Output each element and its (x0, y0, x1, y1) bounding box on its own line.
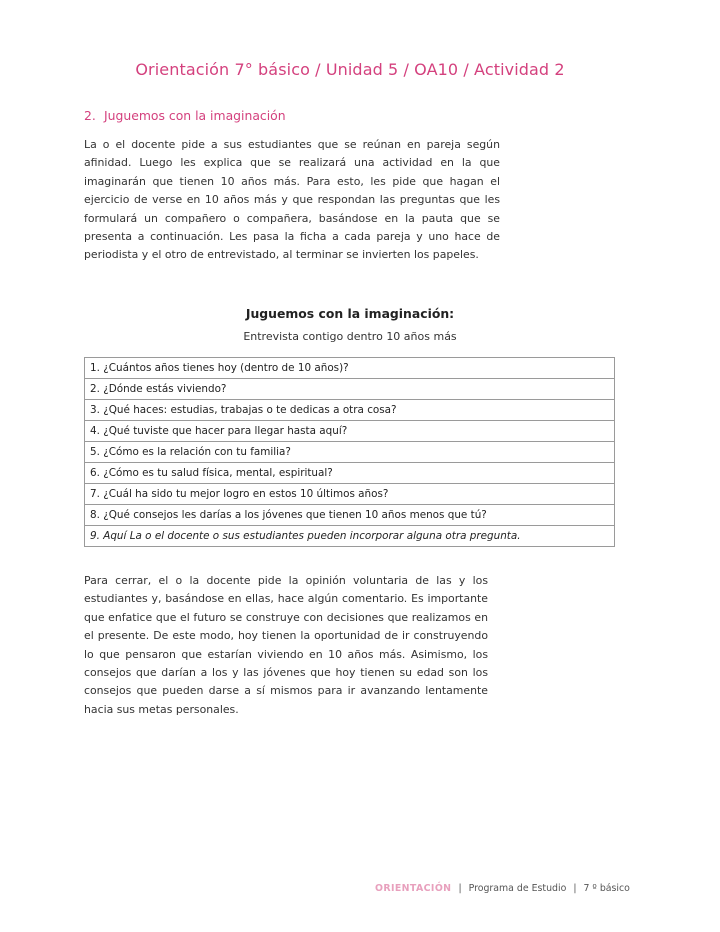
question-cell: 9. Aquí La o el docente o sus estudiantes pueden incorporar alguna otra pregunta. (85, 526, 615, 547)
footer-grade: 7 º básico (583, 883, 630, 894)
table-row (85, 400, 615, 421)
table-row (85, 421, 615, 442)
question-cell: 8. ¿Qué consejos les darías a los jóvenes que tienen 10 años menos que tú? (85, 505, 615, 526)
questions-table (84, 357, 615, 547)
table-row (85, 505, 615, 526)
table-row (85, 442, 615, 463)
worksheet-title: Juguemos con la imaginación: (245, 306, 455, 321)
question-cell: 5. ¿Cómo es la relación con tu familia? (85, 442, 615, 463)
question-cell: 6. ¿Cómo es tu salud física, mental, espiritual? (85, 463, 615, 484)
footer-program: Programa de Estudio (468, 883, 567, 894)
footer-brand: ORIENTACIÓN (375, 883, 452, 894)
section-heading (84, 108, 286, 123)
question-cell: 4. ¿Qué tuviste que hacer para llegar hasta aquí? (85, 421, 615, 442)
table-row (85, 358, 615, 379)
table-row (85, 463, 615, 484)
question-cell: 3. ¿Qué haces: estudias, trabajas o te dedicas a otra cosa? (85, 400, 615, 421)
worksheet-subtitle: Entrevista contigo dentro 10 años más (243, 330, 457, 343)
table-row (85, 379, 615, 400)
footer-separator: | (573, 883, 577, 894)
question-cell: 1. ¿Cuántos años tienes hoy (dentro de 10 años)? (85, 358, 615, 379)
section-heading-text: Juguemos con la imaginación (104, 108, 286, 123)
question-cell: 7. ¿Cuál ha sido tu mejor logro en estos 10 últimos años? (85, 484, 615, 505)
intro-paragraph: La o el docente pide a sus estudiantes que se reúnan en pareja según afinidad. Luego les explica que se realizará una actividad en la que imaginarán que tienen 10 años más. Para esto, les pide que hagan el ejercicio de verse en 10 años más y que respondan las preguntas que les formulará un compañero o compañera, basándose en la pauta que se presenta a continuación. Les pasa la ficha a cada pareja y uno hace de periodista y el otro de entrevistado, al terminar se invierten los papeles. (84, 138, 500, 262)
closing-paragraph: Para cerrar, el o la docente pide la opinión voluntaria de las y los estudiantes y, basándose en ellas, hace algún comentario. Es importante que enfatice que el futuro se construye con decisiones que realizamos en el presente. De este modo, hoy tienen la oportunidad de ir construyendo lo que pensaron que estarían viviendo en 10 años más. Asimismo, los consejos que darían a los y las jóvenes que hoy tienen su edad son los consejos que pueden darse a sí mismos para ir avanzando lentamente hacia sus metas personales. (84, 574, 488, 716)
table-row (85, 526, 615, 547)
question-cell: 2. ¿Dónde estás viviendo? (85, 379, 615, 400)
footer-separator: | (458, 883, 462, 894)
table-row (85, 484, 615, 505)
page-footer (375, 883, 630, 894)
page-title: Orientación 7° básico / Unidad 5 / OA10 / Actividad 2 (135, 60, 565, 79)
section-number: 2. (84, 108, 96, 123)
